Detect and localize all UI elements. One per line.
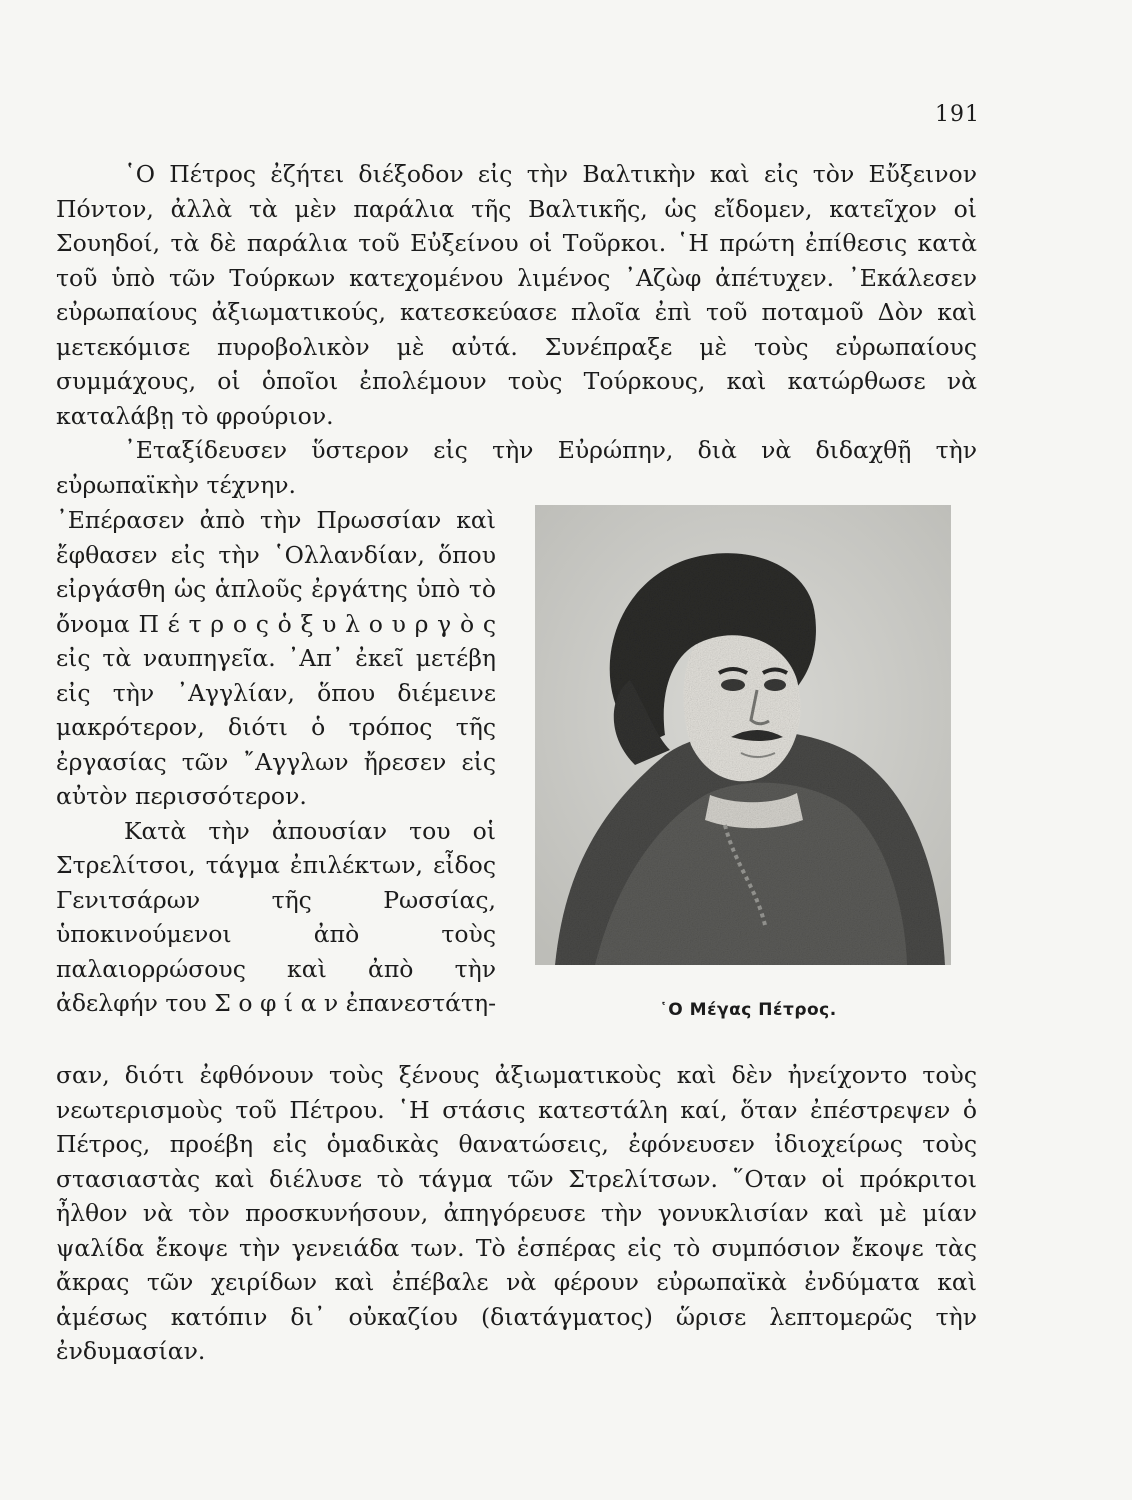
text-block-bottom: [56, 1058, 977, 1369]
text-block-top: [56, 157, 977, 502]
paragraph: ᾿Εταξίδευσεν ὕστερον εἰς τὴν Εὐρώπην, διὰ νὰ διδαχθῇ τὴν εὐρωπαϊκὴν τέχνην.: [56, 436, 977, 499]
paragraph: ῾Ο Πέτρος ἐζήτει διέξοδον εἰς τὴν Βαλτικὴν καὶ εἰς τὸν Εὔξεινον Πόντον, ἀλλὰ τὰ μὲν παράλια τῆς Βαλτικῆς, ὡς εἴδομεν, κατεῖχον οἱ Σουηδοί, τὰ δὲ παράλια τοῦ Εὐξείνου οἱ Τοῦρκοι. ῾Η πρώτη ἐπίθεσις κατὰ τοῦ ὑπὸ τῶν Τούρκων κατεχομένου λιμένος ᾿Αζὼφ ἀπέτυχεν. ᾿Εκάλεσεν εὐρωπαίους ἀξιωματικούς, κατεσκεύασε πλοῖα ἐπὶ τοῦ ποταμοῦ Δὸν καὶ μετεκόμισε πυροβολικὸν μὲ αὐτά. Συνέπραξε μὲ τοὺς εὐρωπαίους συμμάχους, οἱ ὁποῖοι ἐπολέμουν τοὺς Τούρκους, καὶ κατώρθωσε νὰ καταλάβῃ τὸ φρούριον.: [56, 160, 977, 430]
portrait-figure: [535, 505, 951, 965]
paragraph: ᾿Επέρασεν ἀπὸ τὴν Πρωσσίαν καὶ ἔφθασεν εἰς τὴν ῾Ολλανδίαν, ὅπου εἰργάσθη ὡς ἁπλοῦς ἐργάτης ὑπὸ τὸ ὄνομα Π έ τ ρ ο ς ὁ ξ υ λ ο υ ρ γ ὸ ς εἰς τὰ ναυπηγεῖα. ᾿Απ᾿ ἐκεῖ μετέβη εἰς τὴν ᾿Αγγλίαν, ὅπου διέμεινε μακρότερον, διότι ὁ τρόπος τῆς ἐργασίας τῶν ῎Αγγλων ἤρεσεν εἰς αὐτὸν περισσότερον.: [56, 506, 496, 810]
page-number: 191: [935, 102, 980, 127]
text-block-left: [56, 503, 496, 1021]
paragraph: σαν, διότι ἐφθόνουν τοὺς ξένους ἀξιωματικοὺς καὶ δὲν ἠνείχοντο τοὺς νεωτερισμοὺς τοῦ Πέτρου. ῾Η στάσις κατεστάλη καί, ὅταν ἐπέστρεψεν ὁ Πέτρος, προέβη εἰς ὁμαδικὰς θανατώσεις, ἐφόνευσεν ἰδιοχείρως τοὺς στασιαστὰς καὶ διέλυσε τὸ τάγμα τῶν Στρελίτσων. ῞Οταν οἱ πρόκριτοι ἦλθον νὰ τὸν προσκυνήσουν, ἀπηγόρευσε τὴν γονυκλισίαν καὶ μὲ μίαν ψαλίδα ἔκοψε τὴν γενειάδα των. Τὸ ἑσπέρας εἰς τὸ συμπόσιον ἔκοψε τὰς ἄκρας τῶν χειρίδων καὶ ἐπέβαλε νὰ φέρουν εὐρωπαϊκὰ ἐνδύματα καὶ ἀμέσως κατόπιν δι᾿ οὐκαζίου (διατάγματος) ὥρισε λεπτομερῶς τὴν ἐνδυμασίαν.: [56, 1061, 977, 1365]
portrait-icon: [535, 505, 951, 965]
paragraph: Κατὰ τὴν ἀπουσίαν του οἱ Στρελίτσοι, τάγμα ἐπιλέκτων, εἶδος Γενιτσάρων τῆς Ρωσσίας, ὑποκινούμενοι ἀπὸ τοὺς παλαιορρώσους καὶ ἀπὸ τὴν ἀδελφήν του Σ ο φ ί α ν ἐπανεστάτη-: [56, 816, 497, 1017]
figure-caption: ῾Ο Μέγας Πέτρος.: [659, 1000, 837, 1020]
